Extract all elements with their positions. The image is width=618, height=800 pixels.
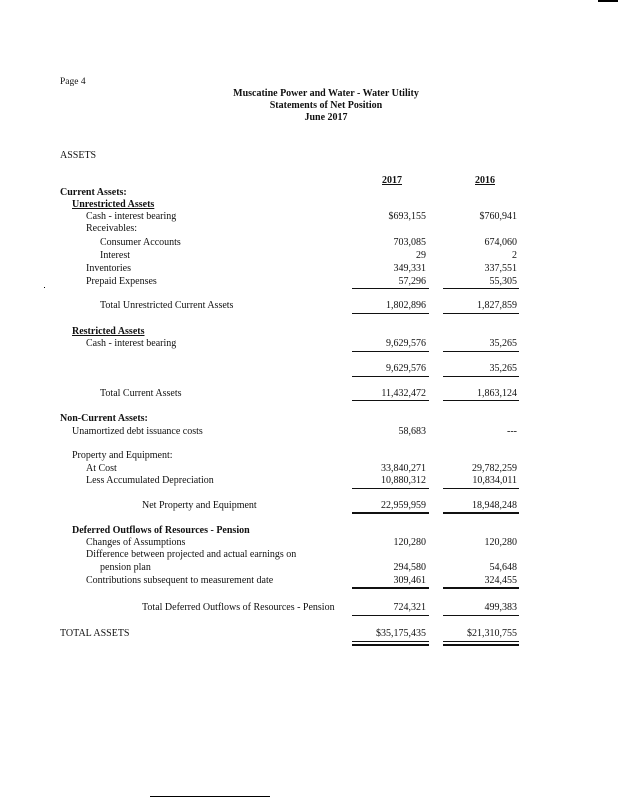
- value-2017: $693,155: [388, 211, 426, 222]
- table-row: [0, 388, 618, 400]
- total-assets-row: [0, 628, 618, 640]
- subtotal-rule: [352, 587, 429, 589]
- subtotal-rule: [352, 376, 429, 377]
- value-2017: 29: [416, 250, 426, 261]
- non-current-assets-heading: Non-Current Assets:: [60, 413, 148, 424]
- page-label: Page 4: [60, 77, 86, 87]
- row-label: Receivables:: [86, 223, 138, 234]
- row-label: Less Accumulated Depreciation: [86, 475, 214, 486]
- table-row: [0, 237, 618, 249]
- non-current-heading-row: [0, 413, 618, 425]
- table-row: [0, 338, 618, 350]
- total-rule: [443, 512, 519, 514]
- row-label: Total Current Assets: [100, 388, 182, 399]
- total-rule: [352, 400, 429, 401]
- property-equipment-heading: Property and Equipment:: [72, 450, 173, 461]
- table-row: [0, 363, 618, 375]
- table-row: [0, 500, 618, 512]
- value-2016: 29,782,259: [472, 463, 517, 474]
- value-2016: 120,280: [484, 537, 517, 548]
- row-label: pension plan: [100, 562, 151, 573]
- row-label: At Cost: [86, 463, 117, 474]
- row-label: Unamortized debt issuance costs: [72, 426, 203, 437]
- value-2017: 349,331: [393, 263, 426, 274]
- table-row: [0, 223, 618, 235]
- row-label: Net Property and Equipment: [142, 500, 257, 511]
- row-label: Consumer Accounts: [100, 237, 181, 248]
- subtotal-rule: [352, 351, 429, 352]
- row-label: Total Unrestricted Current Assets: [100, 300, 234, 311]
- table-row: [0, 475, 618, 487]
- entity-title: Muscatine Power and Water - Water Utility: [233, 88, 419, 99]
- value-2017: 58,683: [398, 426, 426, 437]
- restricted-heading-row: [0, 326, 618, 338]
- table-row: [0, 575, 618, 587]
- value-2016: 674,060: [484, 237, 517, 248]
- current-assets-heading-row: [0, 187, 618, 199]
- deferred-heading-row: [0, 525, 618, 537]
- row-label: Difference between projected and actual earnings on: [86, 549, 297, 560]
- total-rule: [352, 313, 429, 314]
- statement-period: June 2017: [304, 112, 348, 123]
- value-2017: 9,629,576: [386, 338, 426, 349]
- total-rule: [352, 512, 429, 514]
- value-2016: 1,827,859: [477, 300, 517, 311]
- value-2017: 294,580: [393, 562, 426, 573]
- value-2016: 337,551: [484, 263, 517, 274]
- value-2017: 33,840,271: [381, 463, 426, 474]
- row-label: Changes of Assumptions: [86, 537, 186, 548]
- unrestricted-assets-heading: Unrestricted Assets: [72, 199, 155, 210]
- scan-mark: [44, 287, 45, 288]
- table-row: [0, 602, 618, 614]
- subtotal-rule: [352, 488, 429, 489]
- column-header-2017: 2017: [382, 175, 402, 186]
- subtotal-rule: [443, 488, 519, 489]
- value-2016: 18,948,248: [472, 500, 517, 511]
- subtotal-rule: [443, 587, 519, 589]
- value-2016: $760,941: [479, 211, 517, 222]
- table-row: [0, 211, 618, 223]
- value-2016: 35,265: [489, 338, 517, 349]
- double-total-rule: [443, 641, 519, 646]
- double-total-rule: [352, 641, 429, 646]
- value-2016: 499,383: [484, 602, 517, 613]
- value-2017: 10,880,312: [381, 475, 426, 486]
- value-2016: 10,834,011: [472, 475, 517, 486]
- value-2016: 35,265: [489, 363, 517, 374]
- column-header-2016: 2016: [475, 175, 495, 186]
- scan-mark: [598, 0, 618, 2]
- value-2016: 324,455: [484, 575, 517, 586]
- value-2017: 309,461: [393, 575, 426, 586]
- value-2017: 22,959,959: [381, 500, 426, 511]
- value-2016: $21,310,755: [467, 628, 517, 639]
- row-label: Interest: [100, 250, 130, 261]
- row-label: Cash - interest bearing: [86, 211, 177, 222]
- total-assets-label: TOTAL ASSETS: [60, 628, 130, 639]
- table-row: [0, 549, 618, 561]
- restricted-assets-heading: Restricted Assets: [72, 326, 145, 337]
- subtotal-rule: [352, 288, 429, 289]
- table-row: [0, 537, 618, 549]
- statement-title: Statements of Net Position: [269, 100, 383, 111]
- total-rule: [443, 313, 519, 314]
- value-2017: 1,802,896: [386, 300, 426, 311]
- value-2016: 1,863,124: [477, 388, 517, 399]
- unrestricted-heading-row: [0, 199, 618, 211]
- subtotal-rule: [443, 376, 519, 377]
- row-label: Cash - interest bearing: [86, 338, 177, 349]
- assets-section-title: ASSETS: [60, 150, 97, 161]
- row-label: Contributions subsequent to measurement date: [86, 575, 274, 586]
- value-2017: 724,321: [393, 602, 426, 613]
- subtotal-rule: [443, 288, 519, 289]
- value-2017: 120,280: [393, 537, 426, 548]
- scan-mark: [150, 796, 270, 797]
- current-assets-heading: Current Assets:: [60, 187, 127, 198]
- table-row: [0, 562, 618, 574]
- table-row: [0, 263, 618, 275]
- table-row: [0, 463, 618, 475]
- value-2017: 9,629,576: [386, 363, 426, 374]
- total-rule: [443, 615, 519, 616]
- value-2017: 703,085: [393, 237, 426, 248]
- value-2016: 54,648: [489, 562, 517, 573]
- deferred-outflows-heading: Deferred Outflows of Resources - Pension: [72, 525, 250, 536]
- subtotal-rule: [443, 351, 519, 352]
- value-2017: 57,296: [398, 276, 426, 287]
- row-label: Inventories: [86, 263, 131, 274]
- total-rule: [352, 615, 429, 616]
- table-row: [0, 276, 618, 288]
- total-rule: [443, 400, 519, 401]
- value-2017: $35,175,435: [376, 628, 426, 639]
- row-label: Prepaid Expenses: [86, 276, 157, 287]
- value-2016: 55,305: [489, 276, 517, 287]
- table-row: [0, 250, 618, 262]
- table-row: [0, 426, 618, 438]
- value-2016: ---: [507, 426, 517, 437]
- table-row: [0, 300, 618, 312]
- value-2017: 11,432,472: [381, 388, 426, 399]
- property-heading-row: [0, 450, 618, 462]
- row-label: Total Deferred Outflows of Resources - Pension: [142, 602, 335, 613]
- value-2016: 2: [512, 250, 517, 261]
